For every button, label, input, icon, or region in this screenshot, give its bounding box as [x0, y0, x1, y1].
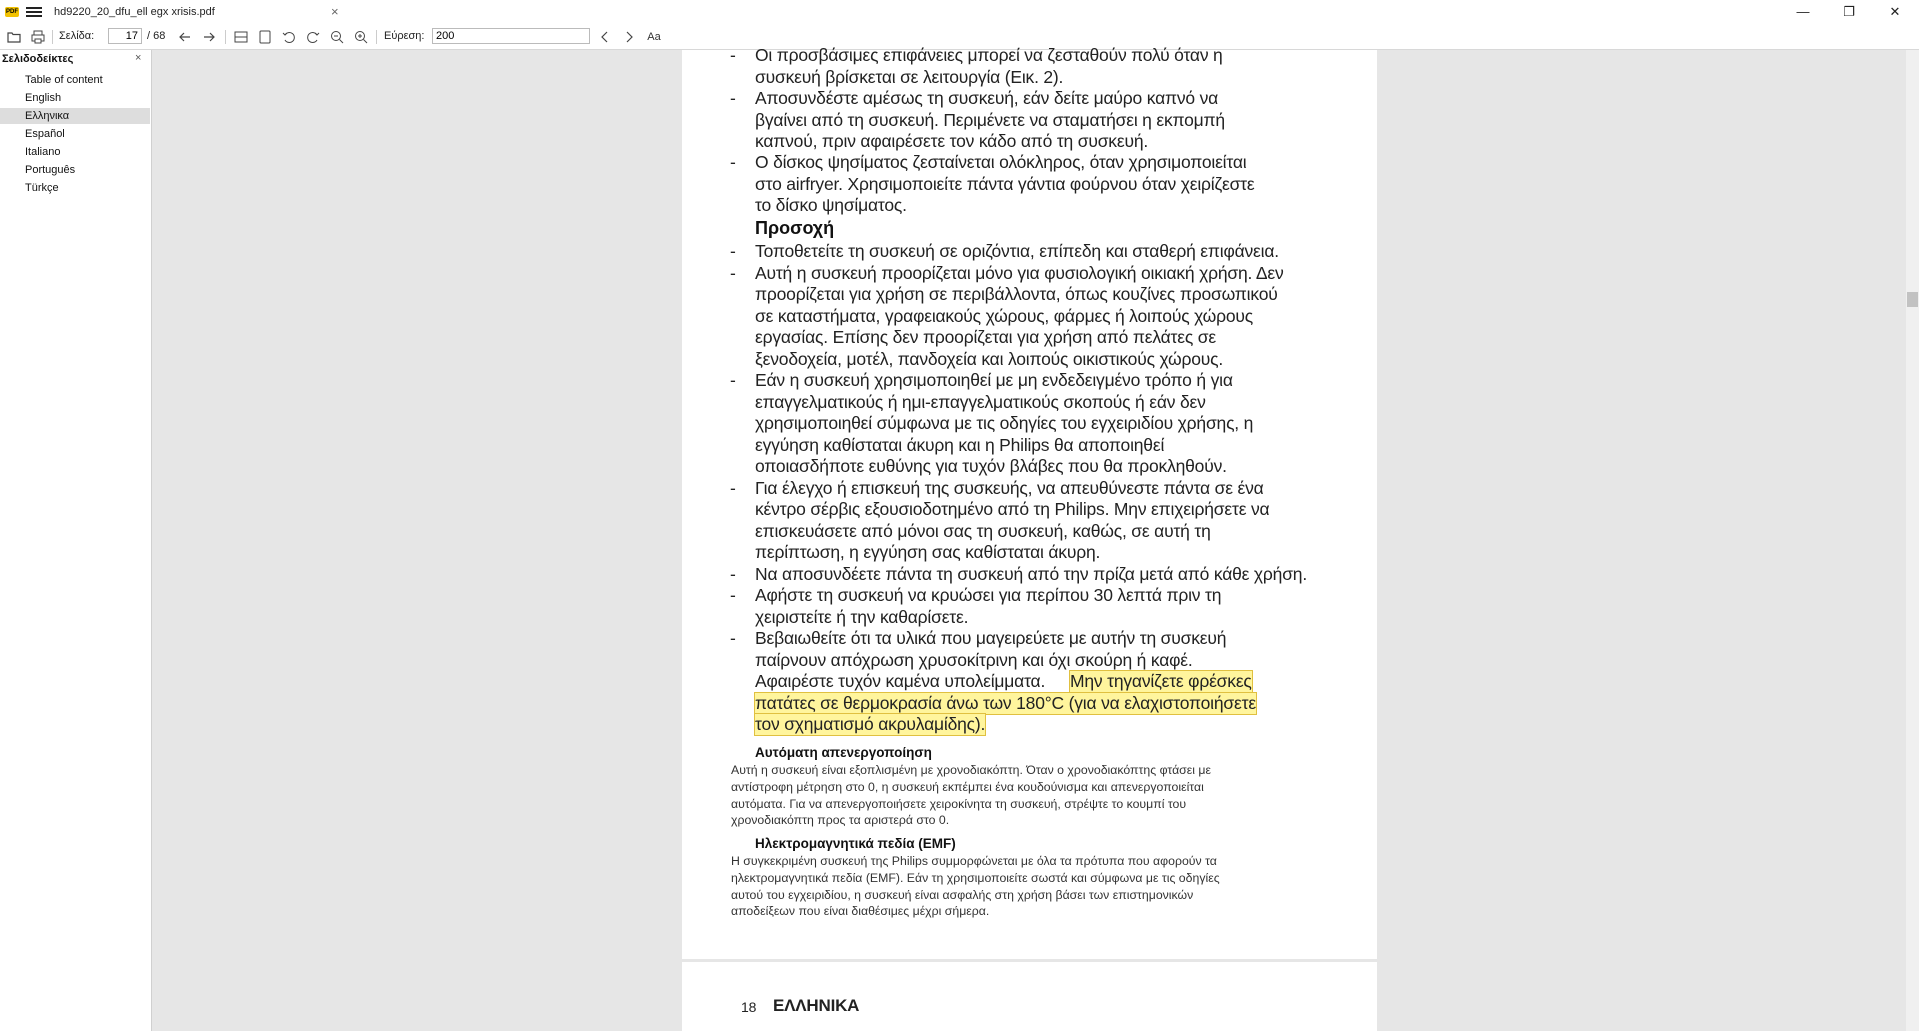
restore-button[interactable]: ❐ — [1843, 4, 1855, 19]
bullet: - — [730, 263, 736, 283]
bookmark-italian[interactable]: Italiano — [25, 146, 61, 158]
doc-line: Αποσυνδέστε αμέσως τη συσκευή, εάν δείτε μαύρο καπνό να — [755, 88, 1219, 108]
menu-icon[interactable] — [26, 5, 42, 19]
doc-line: Τοποθετείτε τη συσκευή σε οριζόντια, επίπεδη και σταθερή επιφάνεια. — [755, 241, 1279, 261]
previous-page-icon[interactable] — [178, 29, 192, 45]
search-highlight: τον σχηματισμό ακρυλαμίδης). — [755, 714, 986, 734]
doc-line: το δίσκο ψησίματος. — [755, 195, 907, 215]
bookmark-english[interactable]: English — [25, 92, 62, 104]
rotate-left-icon[interactable] — [281, 29, 297, 45]
doc-line: σε καταστήματα, γραφειακούς χώρους, φάρμες ή λοιπούς χώρους — [755, 306, 1253, 326]
find-label: Εύρεση: — [384, 30, 425, 42]
bullet: - — [730, 370, 736, 390]
bullet: - — [730, 478, 736, 498]
page-number: 18 — [741, 999, 757, 1015]
doc-line: εργασίας. Επίσης δεν προορίζεται για χρήση από πελάτες σε — [755, 327, 1216, 347]
doc-line: χειριστείτε ή την καθαρίσετε. — [755, 607, 969, 627]
vertical-scrollbar[interactable] — [1906, 50, 1919, 1031]
title-bar — [0, 0, 1919, 25]
doc-line: Να αποσυνδέετε πάντα τη συσκευή από την πρίζα μετά από κάθε χρήση. — [755, 564, 1307, 584]
doc-line: επαγγελματικούς ή ημι-επαγγελματικούς σκοπούς ή εάν δεν — [755, 392, 1206, 412]
toolbar-divider — [225, 30, 226, 44]
doc-line: Ο δίσκος ψησίματος ζεσταίνεται ολόκληρος, όταν χρησιμοποιείται — [755, 152, 1247, 172]
find-previous-icon[interactable] — [599, 29, 611, 45]
bullet: - — [730, 628, 736, 648]
doc-paragraph-line: χρονοδιακόπτη προς τα αριστερά στο 0. — [731, 813, 950, 827]
zoom-in-icon[interactable] — [353, 29, 369, 45]
fit-width-icon[interactable] — [233, 29, 249, 45]
bookmark-table-of-content[interactable]: Table of content — [25, 74, 103, 86]
doc-line: οποιασδήποτε ευθύνης για τυχόν βλάβες που θα προκληθούν. — [755, 456, 1227, 476]
doc-line: παίρνουν απόχρωση χρυσοκίτρινη και όχι σκούρη ή καφέ. — [755, 650, 1193, 670]
toolbar-divider — [376, 30, 377, 44]
section-heading-emf: Ηλεκτρομαγνητικά πεδία (EMF) — [755, 836, 956, 851]
bullet: - — [730, 88, 736, 108]
doc-line: καπνού, πριν αφαιρέσετε τον κάδο από τη συσκευή. — [755, 131, 1149, 151]
doc-line: Αφήστε τη συσκευή να κρυώσει για περίπου 30 λεπτά πριν τη — [755, 585, 1222, 605]
doc-line: στο airfryer. Χρησιμοποιείτε πάντα γάντια φούρνου όταν χειρίζεστε — [755, 174, 1255, 194]
print-icon[interactable] — [30, 29, 46, 45]
doc-paragraph-line: αντίστροφη μέτρηση στο 0, η συσκευή εκπέμπει ένα κουδούνισμα και απενεργοποιείται — [731, 780, 1204, 794]
bullet: - — [730, 152, 736, 172]
doc-line: Για έλεγχο ή επισκευή της συσκευής, να απευθύνεστε πάντα σε ένα — [755, 478, 1264, 498]
section-heading-auto-off: Αυτόματη απενεργοποίηση — [755, 745, 932, 760]
search-highlight: Μην τηγανίζετε φρέσκες — [1070, 671, 1252, 691]
scrollbar-thumb[interactable] — [1907, 292, 1918, 307]
bullet: - — [730, 45, 736, 65]
doc-line: περίπτωση, η εγγύηση σας καθίσταται άκυρη. — [755, 542, 1101, 562]
page-number-input[interactable] — [108, 28, 142, 44]
doc-paragraph-line: Αυτή η συσκευή είναι εξοπλισμένη με χρονοδιακόπτη. Όταν ο χρονοδιακόπτης φτάσει με — [731, 763, 1211, 777]
doc-line: επισκευάσετε από μόνοι σας τη συσκευή, καθώς, σε αυτή τη — [755, 521, 1211, 541]
bookmark-greek[interactable]: Ελληνικα — [0, 108, 150, 124]
bookmarks-sidebar — [0, 50, 152, 1031]
bookmark-portuguese[interactable]: Português — [25, 164, 76, 176]
document-tab-title[interactable]: hd9220_20_dfu_ell egx xrisis.pdf — [54, 6, 215, 18]
doc-paragraph-line: αυτού του εγχειριδίου, η συσκευή είναι ασφαλής στη χρήση βάσει των επιστημονικών — [731, 888, 1194, 902]
doc-paragraph-line: αυτόματα. Για να απενεργοποιήσετε χειροκίνητα τη συσκευή, στρέψτε το κουμπί του — [731, 797, 1187, 811]
fit-page-icon[interactable] — [257, 29, 273, 45]
doc-line: Αφαιρέστε τυχόν καμένα υπολείμματα. — [755, 671, 1046, 691]
open-folder-icon[interactable] — [6, 29, 22, 45]
doc-line: προορίζεται για χρήση σε περιβάλλοντα, όπως κουζίνες προσωπικού — [755, 284, 1278, 304]
app-logo-icon: PDF — [6, 9, 18, 15]
doc-line: χρησιμοποιηθεί σύμφωνα με τις οδηγίες του εγχειριδίου χρήσης, η — [755, 413, 1254, 433]
close-tab-icon[interactable]: × — [331, 4, 339, 19]
close-window-button[interactable]: ✕ — [1889, 4, 1901, 19]
find-next-icon[interactable] — [623, 29, 635, 45]
sidebar-title: Σελιδοδείκτες — [2, 53, 74, 65]
doc-paragraph-line: Η συγκεκριμένη συσκευή της Philips συμμορφώνεται με όλα τα πρότυπα που αφορούν τα — [731, 854, 1217, 868]
close-sidebar-icon[interactable]: × — [135, 52, 142, 64]
doc-line: βγαίνει από τη συσκευή. Περιμένετε να σταματήσει η εκπομπή — [755, 110, 1225, 130]
doc-line: συσκευή βρίσκεται σε λειτουργία (Εικ. 2). — [755, 67, 1064, 87]
next-page-icon[interactable] — [202, 29, 216, 45]
page-language-title: ΕΛΛΗΝΙΚΑ — [773, 996, 860, 1015]
zoom-out-icon[interactable] — [329, 29, 345, 45]
bookmark-turkish[interactable]: Türkçe — [25, 182, 59, 194]
doc-line: ξενοδοχεία, μοτέλ, πανδοχεία και λοιπούς οικιστικούς χώρους. — [755, 349, 1224, 369]
toolbar-divider — [52, 30, 53, 44]
doc-paragraph-line: ηλεκτρομαγνητικά πεδία (EMF). Εάν τη χρησιμοποιείτε σωστά και σύμφωνα με τις οδηγίες — [731, 871, 1220, 885]
section-heading-caution: Προσοχή — [755, 218, 835, 238]
doc-paragraph-line: αποδείξεων που είναι διαθέσιμες μέχρι σήμερα. — [731, 904, 990, 918]
doc-line: Βεβαιωθείτε ότι τα υλικά που μαγειρεύετε με αυτήν τη συσκευή — [755, 628, 1227, 648]
search-highlight: πατάτες σε θερμοκρασία άνω των 180°C (για να ελαχιστοποιήσετε — [755, 693, 1256, 713]
minimize-button[interactable]: — — [1796, 4, 1810, 19]
doc-line: κέντρο σέρβις εξουσιοδοτημένο από τη Philips. Μην επιχειρήσετε να — [755, 499, 1270, 519]
doc-line: εγγύηση καθίσταται άκυρη και η Philips θα αποποιηθεί — [755, 435, 1165, 455]
bookmark-spanish[interactable]: Español — [25, 128, 65, 140]
bullet: - — [730, 585, 736, 605]
rotate-right-icon[interactable] — [305, 29, 321, 45]
match-case-button[interactable]: Aa — [647, 31, 661, 43]
bullet: - — [730, 241, 736, 261]
find-input[interactable] — [432, 28, 590, 44]
bullet: - — [730, 564, 736, 584]
page-total: / 68 — [147, 30, 166, 42]
doc-line: Αυτή η συσκευή προορίζεται μόνο για φυσιολογική οικιακή χρήση. Δεν — [755, 263, 1284, 283]
doc-line: Εάν η συσκευή χρησιμοποιηθεί με μη ενδεδειγμένο τρόπο ή για — [755, 370, 1233, 390]
doc-line: Οι προσβάσιμες επιφάνειες μπορεί να ζεσταθούν πολύ όταν η — [755, 45, 1223, 65]
page-label: Σελίδα: — [59, 30, 95, 42]
